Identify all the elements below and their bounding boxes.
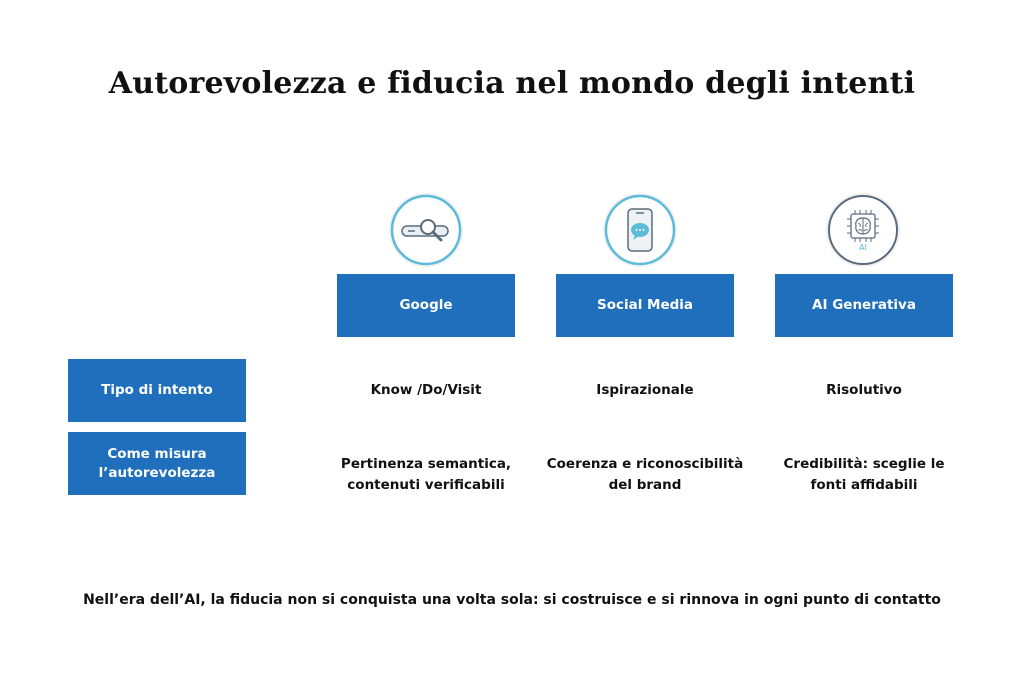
- table-cell: Ispirazionale: [596, 382, 694, 398]
- ai-chip-label: AI: [859, 243, 867, 252]
- column-header-label: Social Media: [596, 297, 694, 313]
- column-header-label: AI Generativa: [812, 297, 916, 313]
- smartphone-chat-icon: [602, 192, 678, 268]
- table-cell: Coerenza e riconoscibilità del brand: [546, 456, 744, 493]
- search-bar-icon: [388, 192, 464, 268]
- row-header-tipo-di-intento: [68, 359, 246, 422]
- table-cell: Risolutivo: [826, 382, 902, 398]
- ai-chip-icon: [825, 192, 901, 268]
- row-header-label: Come misura l’autorevolezza: [98, 445, 216, 481]
- column-header-label: Google: [399, 297, 453, 313]
- row-header-label: Tipo di intento: [101, 382, 213, 398]
- column-header-ai-generativa: [775, 274, 953, 337]
- page-title: Autorevolezza e fiducia nel mondo degli intenti: [108, 66, 916, 101]
- row-header-come-misura: [68, 432, 246, 495]
- column-header-google: [337, 274, 515, 337]
- column-header-social-media: [556, 274, 734, 337]
- table-cell: Pertinenza semantica, contenuti verificabili: [340, 456, 512, 493]
- table-cell: Know /Do/Visit: [370, 382, 482, 398]
- footer-caption: Nell’era dell’AI, la fiducia non si conquista una volta sola: si costruisce e si rinnova in ogni punto di contatto: [83, 592, 941, 608]
- table-cell: Credibilità: sceglie le fonti affidabili: [783, 456, 945, 493]
